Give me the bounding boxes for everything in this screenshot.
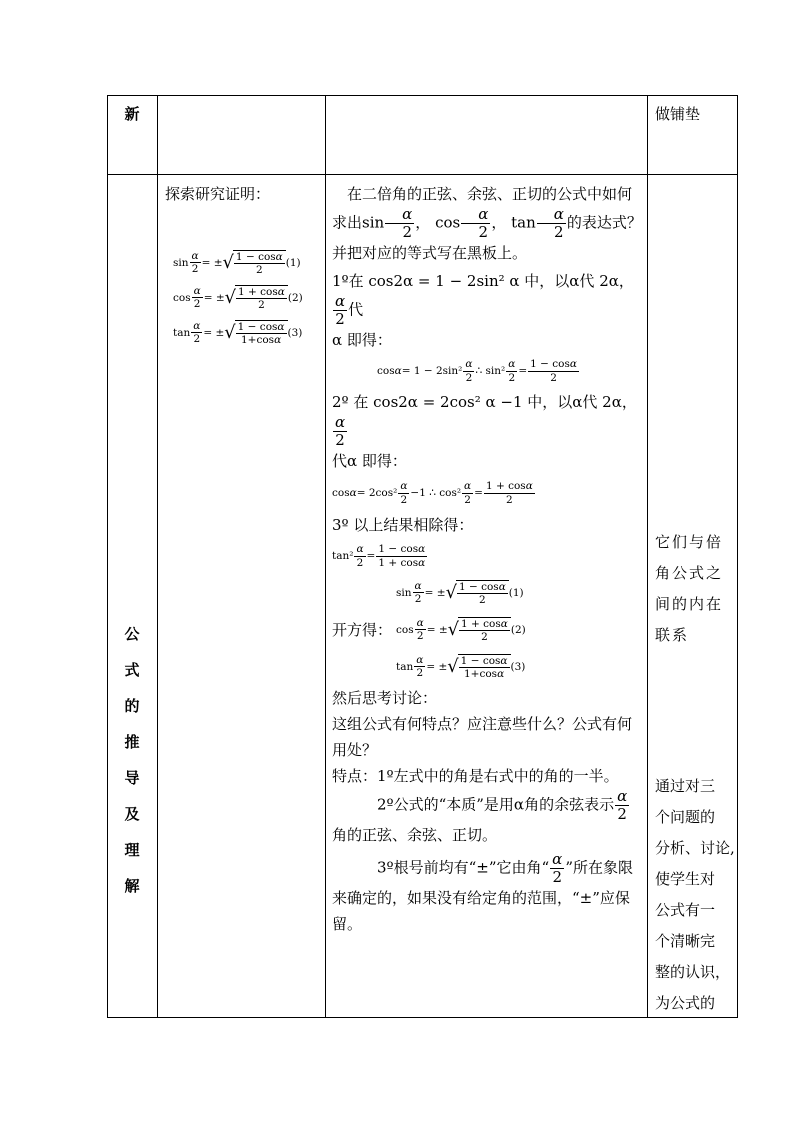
note-line: 公式有一 [655, 901, 716, 919]
left-heading: 探索研究证明： [165, 185, 271, 203]
step1-result: cos α = 1 − 2sin² $\frac{\alpha}{2}$ ∴ sin² $\frac{\alpha}{2}$ = $\frac{1 - \cos\alpha}{2}$ [377, 358, 577, 384]
step2-text: 2º 在 cos2α = 2cos² α −1 中，以α代 2α， [332, 393, 637, 411]
label-char: 导 [124, 769, 140, 787]
formula-cos-half: cos $\frac{\alpha}{2}$ = ± √ $\frac{1 + \cos\alpha}{2}$ (2) [173, 284, 303, 311]
note-line: 通过对三 [655, 777, 716, 795]
note-relation [655, 527, 737, 651]
note-line: 间的内在 [655, 595, 724, 613]
feature3-text-b: ”所在象限来确定的，如果没有给定角的范围，“±”应保留。 [332, 858, 633, 933]
step2-text-b: 代α 即得： [332, 452, 407, 470]
intro-text-mid2: ， tan [491, 213, 536, 232]
lesson-table [107, 95, 738, 1018]
label-char: 及 [124, 805, 140, 823]
root-formulas [396, 574, 526, 685]
step3: 3º 以上结果相除得： [332, 516, 474, 534]
note-line: 个问题的 [655, 808, 716, 826]
feature1-text: 特点：1º左式中的角是右式中的角的一半。 [332, 767, 619, 785]
note-line: 个清晰完 [655, 932, 716, 950]
note-line: 联系 [655, 626, 690, 644]
col-divider-3 [647, 95, 648, 1018]
root-formula-cos: cos $\frac{\alpha}{2}$ = ± √ $\frac{1 + \cos\alpha}{2}$ (2) [396, 616, 526, 643]
root-label: 开方得： [332, 620, 393, 639]
intro-text: 在二倍角的正弦、余弦、正切的公式中如何求出sin [332, 185, 633, 232]
step1-text-c: α 即得： [332, 331, 392, 349]
row1-label: 新 [124, 105, 140, 123]
feature2-text-b: 角的正弦、余弦、正切。 [332, 826, 498, 844]
label-char: 的 [124, 697, 140, 715]
note-line: 它们与倍 [655, 533, 724, 551]
left-formulas [173, 245, 323, 350]
intro-paragraph: 在二倍角的正弦、余弦、正切的公式中如何求出sin $\frac{\alpha}{2}$ ， cos $\frac{\alpha}{2}$ ， tan $\frac{\alpha}{2}$ 的表达式？并把对应的等式写在黑板上。 [332, 185, 642, 262]
step2: 2º 在 cos2α = 2cos² α −1 中，以α代 2α， $\frac{\alpha}{2}$ 代α 即得： [332, 393, 637, 470]
root-formula-tan: tan $\frac{\alpha}{2}$ = ± √ $\frac{1 - \cos\alpha}{1+\cos\alpha}$ (3) [396, 653, 526, 680]
row2-label [107, 616, 157, 904]
label-char: 推 [124, 733, 140, 751]
note-line: 分析、讨论, [655, 839, 735, 857]
then-text: 然后思考讨论： [332, 689, 438, 707]
step1-text-b: 代 [348, 300, 364, 319]
note-line: 为公式的 [655, 994, 716, 1012]
intro-text-mid1: ， cos [415, 213, 461, 232]
table-top-border [107, 95, 738, 96]
main-content [332, 181, 644, 937]
label-char: 理 [124, 841, 140, 859]
question-text: 这组公式有何特点？应注意些什么？公式有何用处？ [332, 715, 633, 759]
step1-text: 1º在 cos2α = 1 − 2sin² α 中，以α代 2α， [332, 272, 634, 290]
step1: 1º在 cos2α = 1 − 2sin² α 中，以α代 2α， $\frac{\alpha}{2}$ 代 α 即得： [332, 272, 634, 349]
feature3: 3º根号前均有“±”它由角“ $\frac{\alpha}{2}$ ”所在象限来确定的，如果没有给定角的范围，“±”应保留。 [332, 850, 633, 933]
col-divider-1 [157, 95, 158, 1018]
col-divider-2 [325, 95, 326, 1018]
feature2-text: 2º公式的“本质”是用α角的余弦表示 [377, 795, 615, 814]
row1-note: 做铺垫 [655, 105, 701, 123]
root-step [332, 574, 644, 685]
root-formula-sin: sin $\frac{\alpha}{2}$ = ± √ $\frac{1 - \cos\alpha}{2}$ (1) [396, 579, 524, 606]
note-purpose [655, 771, 737, 1019]
note-line: 整的认识， [655, 963, 731, 981]
label-char: 式 [124, 661, 140, 679]
intro-text-end: 的表达式？并把对应的等式写在黑板上。 [332, 213, 642, 262]
step3-result: tan² $\frac{\alpha}{2}$ = $\frac{1 - \cos\alpha}{1 + \cos\alpha}$ [332, 543, 426, 569]
formula-sin-half: sin $\frac{\alpha}{2}$ = ± √ $\frac{1 - \cos\alpha}{2}$ (1) [173, 249, 301, 276]
label-char: 解 [124, 877, 140, 895]
feature3-text: 3º根号前均有“±”它由角“ [377, 858, 550, 877]
note-line: 角公式之 [655, 564, 724, 582]
label-char: 公 [124, 625, 140, 643]
feature2: 2º公式的“本质”是用α角的余弦表示 $\frac{\alpha}{2}$ 角的正弦、余弦、正切。 [332, 787, 628, 844]
row-divider [107, 174, 738, 175]
table-bottom-border [107, 1017, 738, 1018]
step2-result: cos α = 2cos² $\frac{\alpha}{2}$ −1 ∴ cos² $\frac{\alpha}{2}$ = $\frac{1 + \cos\alpha}{2}$ [332, 480, 533, 506]
note-line: 使学生对 [655, 870, 716, 888]
formula-tan-half: tan $\frac{\alpha}{2}$ = ± √ $\frac{1 - \cos\alpha}{1+\cos\alpha}$ (3) [173, 319, 303, 346]
table-right-border [737, 95, 738, 1018]
